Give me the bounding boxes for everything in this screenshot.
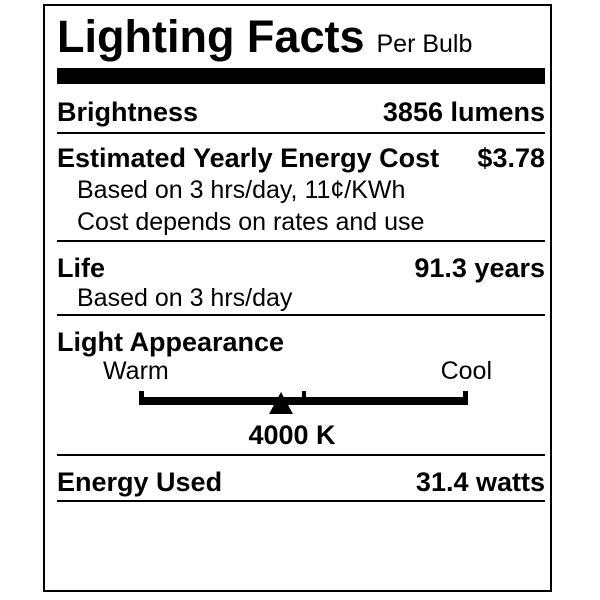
brightness-value: 3856 lumens	[382, 97, 545, 127]
life-section	[57, 242, 545, 316]
lighting-facts-label	[43, 4, 552, 592]
label-header	[57, 6, 545, 68]
life-note-basis: Based on 3 hrs/day	[77, 284, 293, 312]
brightness-row	[57, 84, 545, 134]
light-appearance-scale	[57, 384, 545, 414]
life-value: 91.3 years	[414, 253, 545, 283]
scale-right-cap	[463, 391, 468, 405]
energy-cost-note-disclaimer: Cost depends on rates and use	[77, 208, 425, 236]
brightness-label: Brightness	[57, 97, 199, 127]
label-subtitle: Per Bulb	[376, 30, 473, 58]
life-label: Life	[57, 253, 106, 283]
warm-cool-row	[57, 358, 545, 384]
empty-footer-area	[57, 502, 545, 592]
energy-used-value: 31.4 watts	[415, 467, 545, 497]
temperature-value: 4000 K	[248, 420, 336, 450]
warm-label: Warm	[103, 357, 169, 385]
energy-used-row	[57, 456, 545, 502]
temperature-row	[57, 418, 545, 452]
scale-pointer-triangle-icon	[269, 392, 293, 414]
energy-cost-section	[57, 134, 545, 242]
energy-used-label: Energy Used	[57, 467, 223, 497]
scale-left-cap	[139, 391, 144, 405]
light-appearance-label: Light Appearance	[57, 327, 285, 357]
cool-label: Cool	[440, 357, 492, 385]
energy-cost-value: $3.78	[477, 143, 545, 173]
scale-mid-tick	[302, 391, 306, 405]
label-title: Lighting Facts	[57, 11, 365, 62]
energy-cost-note-basis: Based on 3 hrs/day, 11¢/KWh	[77, 176, 406, 204]
light-appearance-section	[57, 316, 545, 456]
title-separator-bar	[57, 68, 545, 84]
energy-cost-label: Estimated Yearly Energy Cost	[57, 143, 440, 173]
